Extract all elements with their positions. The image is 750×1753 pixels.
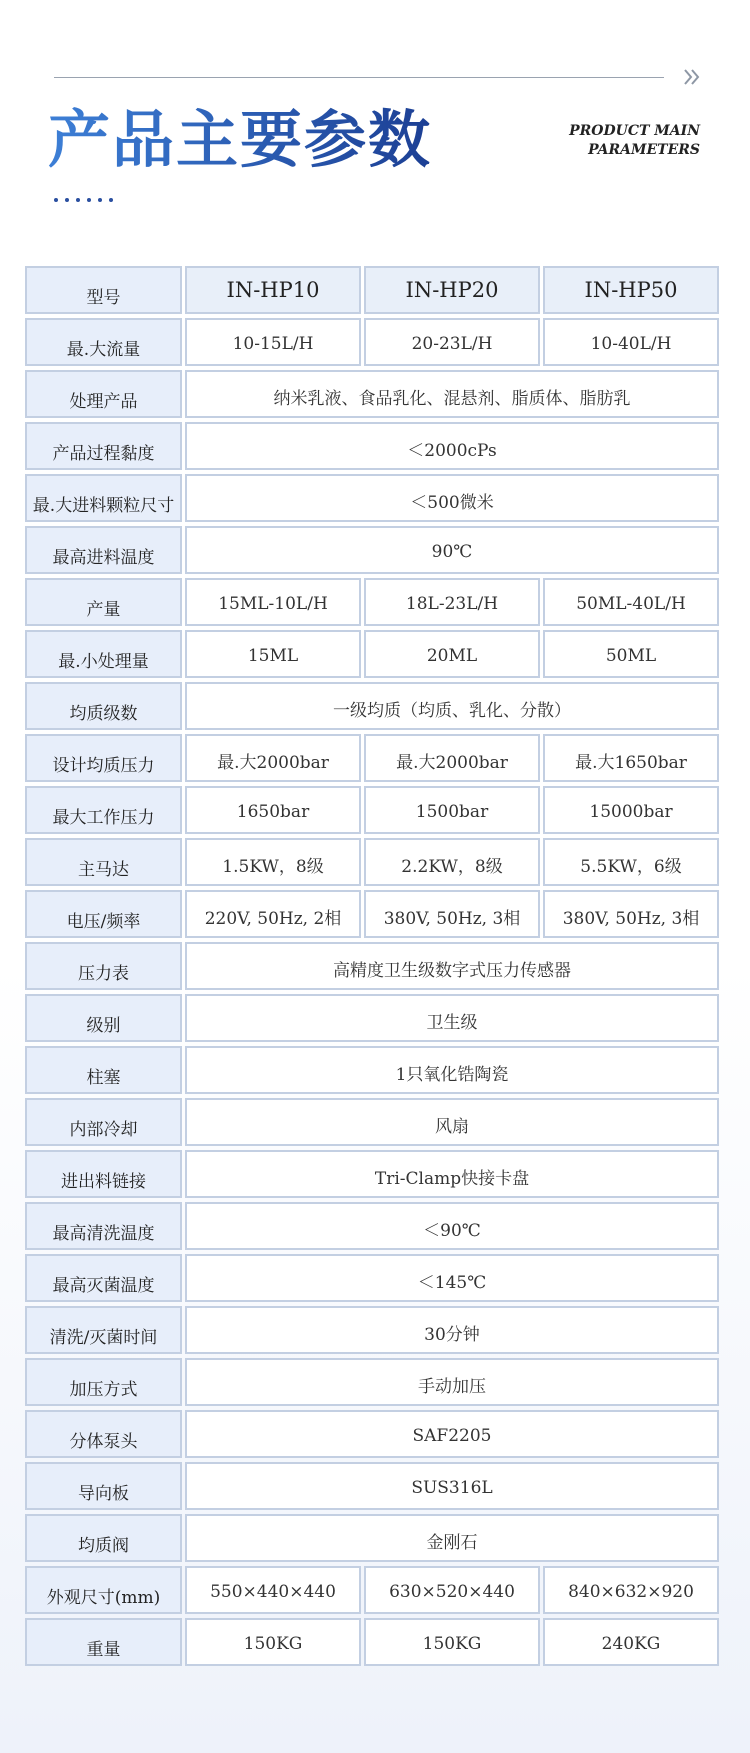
row-value: 10-15L/H [185, 318, 361, 366]
row-value: 1.5KW，8级 [185, 838, 361, 886]
row-value: 240KG [543, 1618, 719, 1666]
row-value: 20ML [364, 630, 540, 678]
table-row [25, 942, 721, 990]
table-row [25, 1410, 721, 1458]
table-row [25, 734, 721, 782]
row-value: ＜500微米 [185, 474, 719, 522]
row-label: 重量 [25, 1618, 182, 1666]
spec-table [25, 266, 721, 1670]
row-value: 1500bar [364, 786, 540, 834]
row-label: 清洗/灭菌时间 [25, 1306, 182, 1354]
page-subtitle [569, 122, 700, 160]
row-label: 分体泵头 [25, 1410, 182, 1458]
row-value: Tri-Clamp快接卡盘 [185, 1150, 719, 1198]
double-chevron-right-icon [680, 64, 706, 90]
row-value: 30分钟 [185, 1306, 719, 1354]
row-label: 最高清洗温度 [25, 1202, 182, 1250]
row-value: 15ML-10L/H [185, 578, 361, 626]
table-row [25, 890, 721, 938]
row-label: 压力表 [25, 942, 182, 990]
row-value: 380V, 50Hz, 3相 [364, 890, 540, 938]
row-label: 内部冷却 [25, 1098, 182, 1146]
table-row [25, 682, 721, 730]
model-name: IN-HP20 [364, 266, 540, 314]
table-row [25, 1098, 721, 1146]
row-value: 50ML [543, 630, 719, 678]
table-row [25, 578, 721, 626]
row-value: 50ML-40L/H [543, 578, 719, 626]
table-row [25, 1046, 721, 1094]
row-label: 最高灭菌温度 [25, 1254, 182, 1302]
header-label: 型号 [25, 266, 182, 314]
row-label: 级别 [25, 994, 182, 1042]
row-label: 产品过程黏度 [25, 422, 182, 470]
row-value: 高精度卫生级数字式压力传感器 [185, 942, 719, 990]
subtitle-line-1: PRODUCT MAIN [569, 123, 700, 139]
row-label: 加压方式 [25, 1358, 182, 1406]
table-row [25, 1306, 721, 1354]
table-row [25, 318, 721, 366]
row-value: 220V, 50Hz, 2相 [185, 890, 361, 938]
header-divider-line [54, 77, 664, 78]
row-label: 主马达 [25, 838, 182, 886]
row-value: 630×520×440 [364, 1566, 540, 1614]
table-row [25, 1618, 721, 1666]
row-label: 导向板 [25, 1462, 182, 1510]
row-value: 一级均质（均质、乳化、分散） [185, 682, 719, 730]
table-row [25, 1462, 721, 1510]
row-value: 20-23L/H [364, 318, 540, 366]
table-row [25, 1514, 721, 1562]
row-value: 15ML [185, 630, 361, 678]
row-value: 最.大1650bar [543, 734, 719, 782]
row-value: ＜90℃ [185, 1202, 719, 1250]
row-label: 均质级数 [25, 682, 182, 730]
row-value: 10-40L/H [543, 318, 719, 366]
table-row [25, 1202, 721, 1250]
row-label: 产量 [25, 578, 182, 626]
row-value: 风扇 [185, 1098, 719, 1146]
row-label: 外观尺寸(mm) [25, 1566, 182, 1614]
row-label: 最.大进料颗粒尺寸 [25, 474, 182, 522]
table-row [25, 1150, 721, 1198]
model-name: IN-HP10 [185, 266, 361, 314]
row-value: 840×632×920 [543, 1566, 719, 1614]
row-label: 最.大流量 [25, 318, 182, 366]
row-label: 设计均质压力 [25, 734, 182, 782]
row-value: 最.大2000bar [364, 734, 540, 782]
table-row [25, 422, 721, 470]
decorative-dots [54, 198, 113, 202]
row-value: 手动加压 [185, 1358, 719, 1406]
table-row [25, 994, 721, 1042]
row-label: 柱塞 [25, 1046, 182, 1094]
row-value: ＜145℃ [185, 1254, 719, 1302]
table-row [25, 838, 721, 886]
table-row [25, 1358, 721, 1406]
row-label: 均质阀 [25, 1514, 182, 1562]
row-value: 1650bar [185, 786, 361, 834]
table-row [25, 1254, 721, 1302]
subtitle-line-2: PARAMETERS [588, 142, 700, 158]
row-value: 550×440×440 [185, 1566, 361, 1614]
row-value: 卫生级 [185, 994, 719, 1042]
row-value: 15000bar [543, 786, 719, 834]
table-row [25, 370, 721, 418]
row-label: 最大工作压力 [25, 786, 182, 834]
table-row [25, 526, 721, 574]
row-value: ＜2000cPs [185, 422, 719, 470]
row-value: 150KG [185, 1618, 361, 1666]
row-value: SUS316L [185, 1462, 719, 1510]
row-value: 1只氧化锆陶瓷 [185, 1046, 719, 1094]
row-label: 最高进料温度 [25, 526, 182, 574]
row-value: 金刚石 [185, 1514, 719, 1562]
model-name: IN-HP50 [543, 266, 719, 314]
row-label: 最.小处理量 [25, 630, 182, 678]
table-row [25, 630, 721, 678]
page-title: 产品主要参数 [48, 100, 432, 180]
row-value: SAF2205 [185, 1410, 719, 1458]
table-row [25, 786, 721, 834]
row-label: 电压/频率 [25, 890, 182, 938]
row-value: 90℃ [185, 526, 719, 574]
row-value: 纳米乳液、食品乳化、混悬剂、脂质体、脂肪乳 [185, 370, 719, 418]
row-value: 5.5KW，6级 [543, 838, 719, 886]
row-value: 最.大2000bar [185, 734, 361, 782]
row-label: 进出料链接 [25, 1150, 182, 1198]
row-value: 18L-23L/H [364, 578, 540, 626]
table-row [25, 1566, 721, 1614]
table-row [25, 474, 721, 522]
row-label: 处理产品 [25, 370, 182, 418]
row-value: 2.2KW，8级 [364, 838, 540, 886]
table-header-row [25, 266, 721, 314]
row-value: 150KG [364, 1618, 540, 1666]
row-value: 380V, 50Hz, 3相 [543, 890, 719, 938]
